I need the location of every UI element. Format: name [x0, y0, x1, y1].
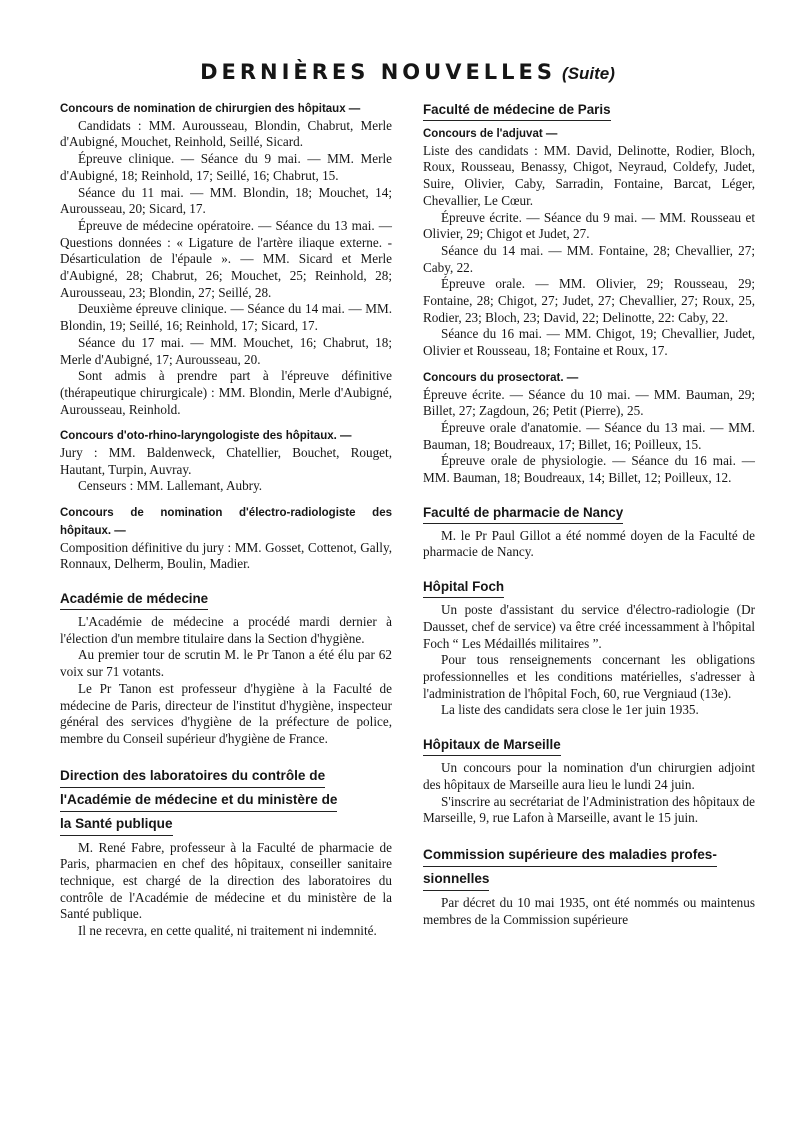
- faculte-paris-section: [423, 100, 755, 487]
- columns: [60, 100, 755, 940]
- chirurgien-admis: Sont admis à prendre part à l'épreuve définitive (thérapeutique chirurgicale) : MM. Blondin, Merle d'Aubigné, Aurousseau, Reinhold.: [60, 368, 392, 417]
- direction-p2: Il ne recevra, en cette qualité, ni traitement ni indemnité.: [78, 923, 377, 939]
- left-column: [60, 100, 392, 940]
- prosectorat-lead: Concours du prosectorat. —: [423, 371, 579, 384]
- adjuvat-ecrite: Épreuve écrite. — Séance du 9 mai. — MM. Rousseau et Olivier, 29; Chigot et Judet, 27.: [423, 209, 755, 242]
- electro-jury: Composition définitive du jury : MM. Gosset, Cottenot, Gally, Ronnaux, Delherm, Boulin, Madier.: [60, 539, 392, 572]
- adjuvat-seance-16: Séance du 16 mai. — MM. Chigot, 19; Chevallier, Judet, Olivier et Rousseau, 18; Fontaine et Roux, 17.: [423, 326, 755, 359]
- commission-section: [423, 843, 755, 928]
- nancy-section: [423, 503, 755, 561]
- commission-p1: Par décret du 10 mai 1935, ont été nommés ou maintenus membres de la Commission supérieure: [423, 894, 755, 927]
- academie-p2: Au premier tour de scrutin M. le Pr Tanon a été élu par 62 voix sur 71 votants.: [60, 647, 392, 680]
- marseille-p2: S'inscrire au secrétariat de l'Administration des hôpitaux de Marseille, 9, rue Lafon à Marseille, avant le 15 juin.: [423, 793, 755, 826]
- adjuvat-liste: Liste des candidats : MM. David, Delinotte, Rodier, Bloch, Roux, Rousseau, Benassy, Chigot, Neyraud, Coldefy, Judet, Suire, Olivier, Caby, Sarradin, Fontaine, Barcat, Léger, Chevallier, Le Cœur.: [423, 142, 755, 208]
- oto-lead: Concours d'oto-rhino-laryngologiste des hôpitaux. —: [60, 430, 352, 443]
- oto-censeurs: Censeurs : MM. Lallemant, Aubry.: [78, 478, 263, 494]
- foch-section: [423, 577, 755, 719]
- masthead-title: DERNIÈRES NOUVELLES: [200, 60, 557, 84]
- prosectorat-anatomie: Épreuve orale d'anatomie. — Séance du 13 mai. — MM. Bauman, 18; Boudreaux, 17; Billet, 16; Poilleux, 15.: [423, 419, 755, 452]
- oto-jury: Jury : MM. Baldenweck, Chatellier, Bouchet, Rouget, Hautant, Turpin, Auvray.: [60, 445, 392, 477]
- chirurgien-section: [60, 100, 392, 418]
- marseille-p1: Un concours pour la nomination d'un chirurgien adjoint des hôpitaux de Marseille aura lieu le lundi 24 juin.: [423, 760, 755, 792]
- direction-p1: M. René Fabre, professeur à la Faculté de pharmacie de Paris, pharmacien en chef des hôpitaux, conseiller sanitaire technique, est chargé de la direction des laboratoires du contrôle de l'Académie de médecine et du ministère de la Santé publique.: [60, 839, 392, 922]
- chirurgien-lead: Concours de nomination de chirurgien des hôpitaux —: [60, 103, 361, 115]
- foch-p3: La liste des candidats sera close le 1er juin 1935.: [441, 702, 699, 718]
- adjuvat-seance-14: Séance du 14 mai. — MM. Fontaine, 28; Chevallier, 27; Caby, 22.: [423, 242, 755, 275]
- foch-p2: Pour tous renseignements concernant les obligations professionnelles et les conditions matérielles, s'adresser à l'administration de l'hôpital Foch, 60, rue Vergniaud (13e).: [423, 652, 755, 701]
- direction-heading-line3: la Santé publique: [60, 812, 173, 836]
- direction-heading: [60, 764, 392, 836]
- foch-p1: Un poste d'assistant du service d'électro-radiologie (Dr Dausset, chef de service) va être créé incessamment à l'hôpital Foch “ Les Médaillés militaires ”.: [423, 602, 755, 651]
- marseille-section: [423, 735, 755, 827]
- masthead-suite: (Suite): [562, 64, 615, 83]
- faculte-paris-heading: Faculté de médecine de Paris: [423, 100, 611, 121]
- direction-heading-line2: l'Académie de médecine et du ministère de: [60, 788, 337, 812]
- foch-heading: Hôpital Foch: [423, 577, 504, 598]
- commission-heading: [423, 843, 755, 891]
- chirurgien-candidats: Candidats : MM. Aurousseau, Blondin, Chabrut, Merle d'Aubigné, Mouchet, Reinhold, Seillé, Sicard.: [60, 117, 392, 150]
- nancy-p1: M. le Pr Paul Gillot a été nommé doyen de la Faculté de pharmacie de Nancy.: [423, 527, 755, 560]
- right-column: [423, 100, 755, 940]
- prosectorat-physiologie: Épreuve orale de physiologie. — Séance du 16 mai. — MM. Bauman, 18; Boudreaux, 14; Billet, 12; Poilleux, 12.: [423, 453, 755, 486]
- commission-heading-line1: Commission supérieure des maladies profes-: [423, 843, 717, 867]
- chirurgien-deuxieme: Deuxième épreuve clinique. — Séance du 14 mai. — MM. Blondin, 19; Seillé, 16; Reinhold, 17; Sicard, 17.: [60, 301, 392, 334]
- chirurgien-seance-17: Séance du 17 mai. — MM. Mouchet, 16; Chabrut, 18; Merle d'Aubigné, 17; Aurousseau, 20.: [60, 334, 392, 367]
- prosectorat-ecrite: Épreuve écrite. — Séance du 10 mai. — MM. Bauman, 29; Billet, 27; Zagdoun, 26; Petit (Pierre), 25.: [423, 386, 755, 419]
- oto-section: [60, 427, 392, 495]
- electro-lead: Concours de nomination d'électro-radiologiste des hôpitaux. —: [60, 507, 392, 537]
- academie-section: [60, 589, 392, 748]
- academie-heading: Académie de médecine: [60, 589, 208, 610]
- nancy-heading: Faculté de pharmacie de Nancy: [423, 503, 623, 524]
- chirurgien-operatoire: Épreuve de médecine opératoire. — Séance du 13 mai. — Questions données : « Ligature de l'artère iliaque externe. - Désarticulation de l'épaule ». — MM. Sicard et Merle d'Aubigné, 28; Chabrut, 26; Mouchet, 25; Reinhold, 28; Aurousseau, 23; Blondin, 27; Seillé, 28.: [60, 217, 392, 300]
- direction-heading-line1: Direction des laboratoires du contrôle de: [60, 764, 325, 788]
- electro-section: [60, 504, 392, 573]
- marseille-heading: Hôpitaux de Marseille: [423, 735, 561, 756]
- adjuvat-lead: Concours de l'adjuvat —: [423, 128, 558, 140]
- chirurgien-seance-11: Séance du 11 mai. — MM. Blondin, 18; Mouchet, 14; Aurousseau, 20; Sicard, 17.: [60, 184, 392, 217]
- adjuvat-orale: Épreuve orale. — MM. Olivier, 29; Rousseau, 29; Fontaine, 28; Chigot, 27; Judet, 27; Chevallier, 27; Roux, 25, Rodier, 23; Bloch, 23; David, 22; Delinotte, 22: Caby, 22.: [423, 276, 755, 325]
- academie-p1: L'Académie de médecine a procédé mardi dernier à l'élection d'un membre titulaire dans la Section d'hygiène.: [60, 613, 392, 646]
- chirurgien-clinique: Épreuve clinique. — Séance du 9 mai. — MM. Merle d'Aubigné, 18; Reinhold, 17; Seillé, 16; Chabrut, 15.: [60, 151, 392, 183]
- direction-section: [60, 764, 392, 940]
- academie-p3: Le Pr Tanon est professeur d'hygiène à la Faculté de médecine de Paris, directeur de l'institut d'hygiène, inspecteur général des services d'hygiène de la préfecture de police, membre du Conseil supérieur d'hygiène de France.: [60, 680, 392, 746]
- masthead: [60, 60, 755, 84]
- commission-heading-line2: sionnelles: [423, 867, 489, 891]
